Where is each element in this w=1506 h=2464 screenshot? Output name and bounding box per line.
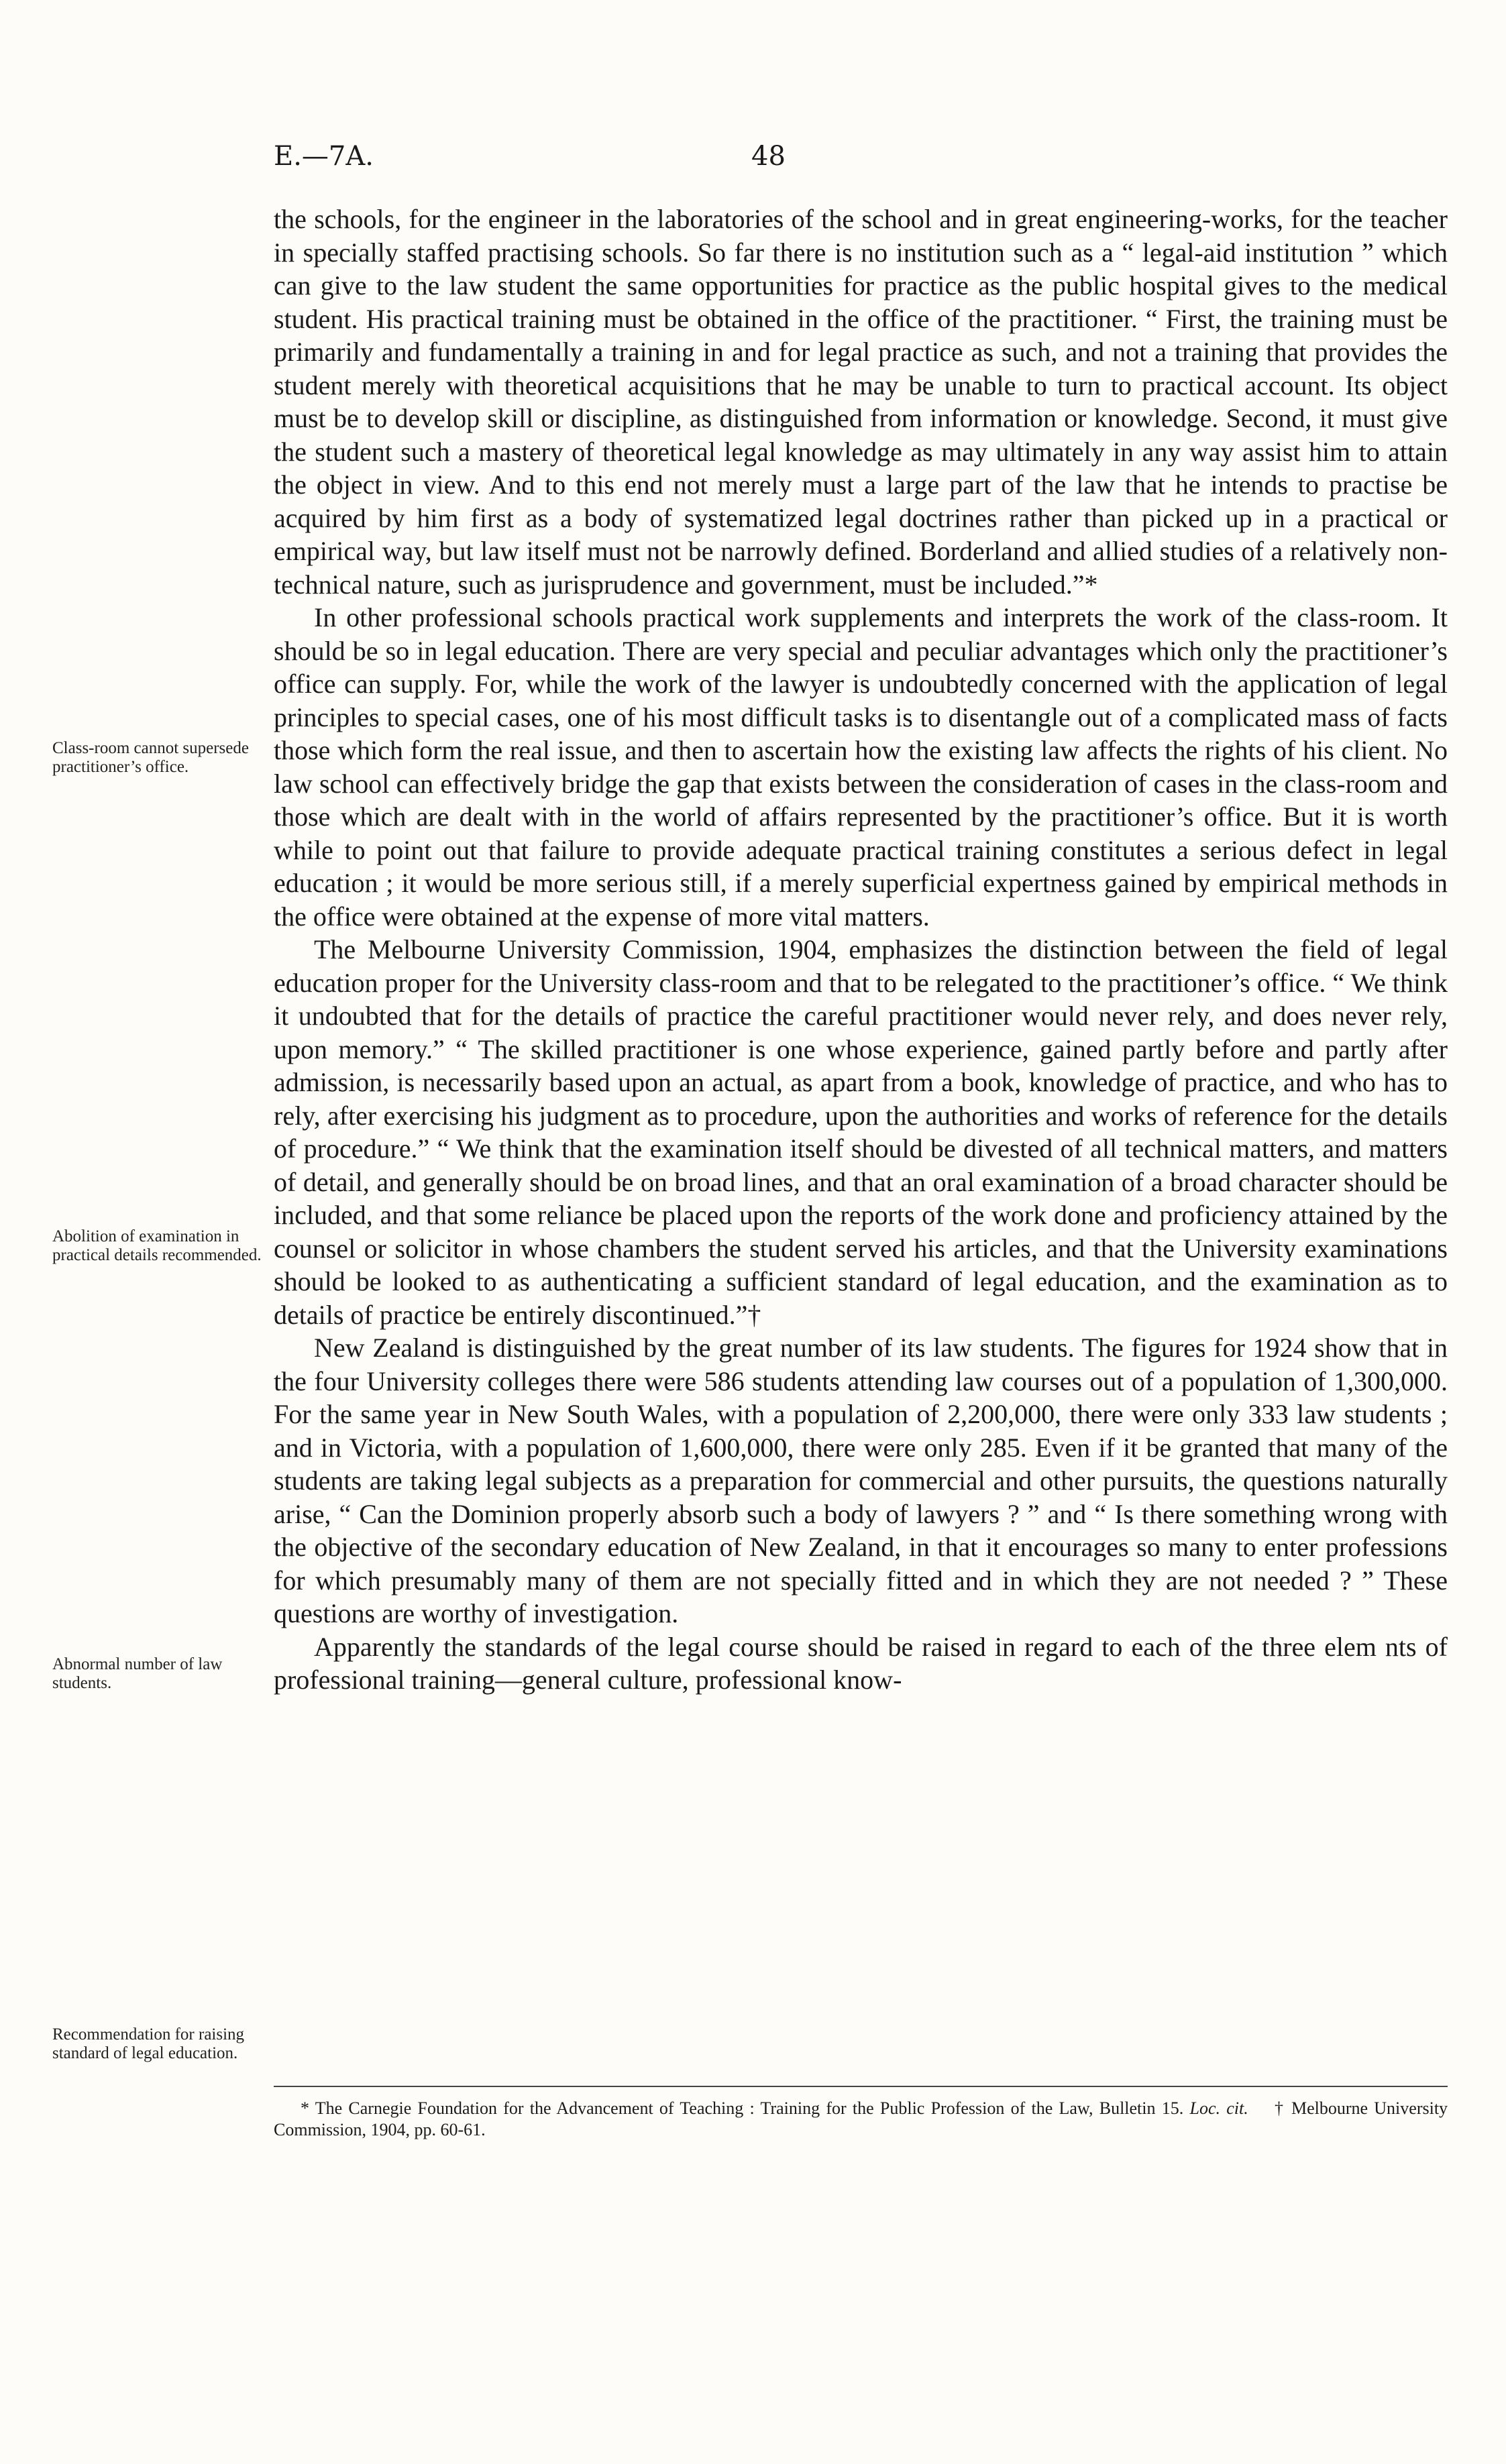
footnotes [274,2098,1448,2141]
footnote-divider [274,2086,1448,2087]
paragraph-2: In other professional schools practical work supplements and interprets the work of the class-room. It should be so in legal education. There are very special and peculiar advantages which only the practitioner’s office can supply. For, while the work of the lawyer is undoubtedly concerned with the application of legal principles to special cases, one of his most difficult tasks is to disentangle out of a complicated mass of facts those which form the real issue, and then to ascertain how the existing law affects the rights of his client. No law school can effectively bridge the gap that exists between the consideration of cases in the class-room and those which are dealt with in the world of affairs represented by the practitioner’s office. But it is worth while to point out that failure to provide adequate practical training constitutes a serious defect in legal education ; it would be more serious still, if a merely superficial expertness gained by empirical methods in the office were obtained at the expense of more vital matters. [274,602,1448,932]
footnote-loc-cit: Loc. cit. [1189,2098,1248,2118]
margin-note-recommendation: Recommendation for raising standard of legal education. [52,2025,245,2062]
margin-note-abolition: Abolition of examination in practical details recommended. [52,1227,262,1264]
paragraph-1: the schools, for the engineer in the laboratories of the school and in great engineering-works, for the teacher in specially staffed practising schools. So far there is no institution such as a “ legal-aid institution ” which can give to the law student the same opportunities for practice as the public hospital gives to the medical student. His practical training must be obtained in the office of the practitioner. “ First, the training must be primarily and fundamentally a training in and for legal practice as such, and not a training that provides the student merely with theoretical acquisitions that he may be unable to turn to practical account. Its object must be to develop skill or discipline, as distinguished from information or knowledge. Second, it must give the student such a mastery of theoretical legal knowledge as may ultimately in any way assist him to attain the object in view. And to this end not merely must a large part of the law that he intends to practise be acquired by him first as a body of systematized legal doctrines rather than picked up in a practical or empirical way, but law itself must not be narrowly defined. Borderland and allied studies of a relatively non-technical nature, such as jurisprudence and government, must be included.”* [274,204,1448,600]
document-code: E.—7A. [274,141,374,172]
page-number: 48 [751,141,786,172]
page-header [274,141,1448,174]
footnote-1-text: * The Carnegie Foundation for the Advancement of Teaching : Training for the Public Profession of the Law, Bulletin 15. [301,2098,1184,2118]
footnote-1 [274,2098,1448,2141]
paragraph-3: The Melbourne University Commission, 1904, emphasizes the distinction between the field of legal education proper for the University class-room and that to be relegated to the practitioner’s office. “ We think it undoubted that for the details of practice the careful practitioner would never rely, and does never rely, upon memory.” “ The skilled practitioner is one whose experience, gained partly before and partly after admission, is necessarily based upon an actual, as apart from a book, knowledge of practice, and who has to rely, after exercising his judgment as to procedure, upon the authorities and works of reference for the details of procedure.” “ We think that the examination itself should be divested of all technical matters, and matters of detail, and generally should be on broad lines, and that an oral examination of a broad character should be included, and that some reliance be placed upon the reports of the work done and proficiency attained by the counsel or solicitor in whose chambers the student served his articles, and that the University examinations should be looked to as authenticating a sufficient standard of legal education, and the examination as to details of practice be entirely discontinued.”† [274,934,1448,1330]
paragraph-4: New Zealand is distinguished by the great number of its law students. The figures for 1924 show that in the four University colleges there were 586 students attending law courses out of a population of 1,300,000. For the same year in New South Wales, with a population of 2,200,000, there were only 333 law students ; and in Victoria, with a population of 1,600,000, there were only 285. Even if it be granted that many of the students are taking legal subjects as a preparation for commercial and other pursuits, the questions naturally arise, “ Can the Dominion properly absorb such a body of lawyers ? ” and “ Is there something wrong with the objective of the secondary education of New Zealand, in that it encourages so many to enter professions for which presumably many of them are not specially fitted and in which they are not needed ? ” These questions are worthy of investigation. [274,1333,1448,1628]
body-text [274,203,1448,1697]
footnote-2: † Melbourne University Commission, 1904, pp. 60-61. [274,2098,1448,2139]
paragraph-5: Apparently the standards of the legal course should be raised in regard to each of the three elem nts of professional training—general culture, professional know- [274,1631,1448,1695]
margin-note-class-room: Class-room cannot supersede practitioner’s office. [52,739,249,776]
margin-note-law-students: Abnormal number of law students. [52,1655,223,1692]
